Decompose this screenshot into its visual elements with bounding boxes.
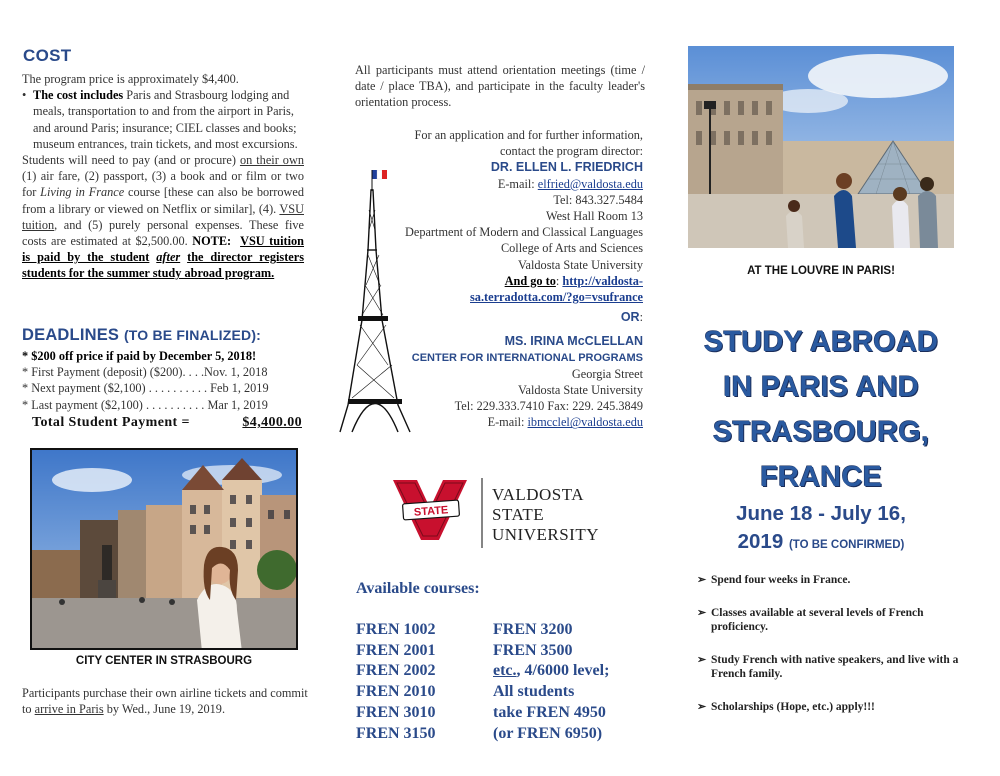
director-room: West Hall Room 13: [545, 209, 643, 224]
deadline-row: * First Payment (deposit) ($200). . . .Nov. 1, 2018: [22, 365, 268, 380]
vsu-logo: [393, 474, 613, 550]
students-text-2: (1) air fare, (2) passport, (3) a book and or film or two for: [22, 169, 304, 200]
university: Valdosta State University: [518, 257, 643, 272]
cost-heading: COST: [23, 46, 72, 65]
note-after: after: [156, 250, 181, 265]
logo-line-2: STATE: [492, 505, 545, 524]
university-2: Valdosta State University: [518, 383, 643, 398]
program-url-link-cont[interactable]: sa.terradotta.com/?go=vsufrance: [470, 290, 643, 305]
course-row: FREN 2001 FREN 3500: [356, 641, 573, 659]
program-url-link[interactable]: http://valdosta-: [562, 273, 643, 288]
airline-paragraph: Participants purchase their own airline tickets and commit to arrive in Paris by Wed., June 19, 2019.: [22, 686, 308, 717]
highlight-item: ➢ Study French with native speakers, and live with a French family.: [697, 653, 959, 680]
department: Department of Modern and Classical Languages: [404, 225, 643, 240]
highlight-item: ➢ Spend four weeks in France.: [697, 574, 851, 586]
cost-includes-bullet: [22, 87, 304, 152]
orientation-paragraph: All participants must attend orientation meetings (time / date / place TBA), and participate in the faculty leader's orientation process.: [355, 63, 645, 110]
highlight-item: ➢ Classes available at several levels of French proficiency.: [697, 606, 924, 633]
courses-table: [356, 620, 656, 744]
director-email-row: E-mail: elfried@valdosta.edu: [497, 176, 643, 191]
cost-section: [22, 71, 304, 282]
course-row: FREN 3010 take FREN 4950: [356, 703, 606, 721]
tel-fax: Tel: 229.333.7410 Fax: 229. 245.3849: [454, 399, 643, 414]
contact-intro: For an application and for further information,: [414, 128, 643, 142]
highlights-list: [697, 573, 977, 732]
main-title: STUDY ABROAD IN PARIS AND STRASBOURG, FRANCE: [703, 326, 939, 493]
center-name: CENTER FOR INTERNATIONAL PROGRAMS: [411, 351, 643, 364]
cost-includes-text: Paris and Strasbourg lodging and meals, transportation to and from the airport in Paris, and around Paris; insurance; CIEL classes and books; museum entrances, train tickets, and most excursions.: [33, 88, 298, 151]
strasbourg-photo: [30, 448, 298, 650]
director-tel: Tel: 843.327.5484: [553, 192, 643, 207]
on-their-own: on their own: [239, 153, 304, 168]
students-text-1: Students will need to pay (and or procure): [22, 153, 240, 168]
living-in-france-title: Living in France: [40, 185, 125, 200]
arrow-bullet-icon: ➢: [697, 574, 707, 586]
strasbourg-caption: CITY CENTER IN STRASBOURG: [75, 655, 253, 667]
director-name: DR. ELLEN L. FRIEDRICH: [490, 160, 643, 175]
dates-line-1: June 18 - July 16,: [736, 502, 906, 525]
course-row: FREN 1002 FREN 3200: [356, 621, 573, 638]
logo-badge-text: STATE: [413, 504, 449, 519]
students-text-3: course [these can also be borrowed from a library or viewed on Netflix or similar], (4).: [22, 185, 304, 216]
logo-line-1: VALDOSTA: [492, 485, 585, 504]
arrow-bullet-icon: ➢: [697, 700, 707, 713]
eiffel-tower-icon: [338, 170, 412, 438]
contact-intro: contact the program director:: [499, 144, 643, 159]
price-line: The program price is approximately $4,400.: [22, 72, 239, 86]
director-email-link[interactable]: elfried@valdosta.edu: [537, 176, 643, 191]
deadlines-list: [22, 348, 304, 413]
or-row: OR:: [620, 310, 643, 325]
goto-row: And go to: http://valdosta-: [504, 273, 643, 288]
total-label: Total Student Payment =: [32, 415, 190, 430]
second-contact-name: MS. IRINA McCLELLAN: [504, 334, 643, 349]
deadline-row: * Next payment ($2,100) . . . . . . . . . . Feb 1, 2019: [22, 381, 269, 396]
note-text-2: the director registers students for the summer study abroad program.: [22, 250, 305, 281]
deadlines-heading: DEADLINES (TO BE FINALIZED):: [22, 326, 262, 344]
deadline-discount: * $200 off price if paid by December 5, 2018!: [22, 349, 257, 363]
cost-includes-label: The cost includes: [33, 88, 124, 103]
to-be-confirmed: (TO BE CONFIRMED): [788, 539, 905, 551]
louvre-caption: AT THE LOUVRE IN PARIS!: [747, 265, 895, 277]
note-label: NOTE:: [192, 234, 232, 249]
program-dates: [688, 500, 954, 559]
bullet-icon: •: [22, 88, 27, 103]
course-row: FREN 2010 All students: [356, 683, 575, 701]
arrow-bullet-icon: ➢: [697, 606, 707, 619]
arrow-bullet-icon: ➢: [697, 653, 707, 666]
street: Georgia Street: [571, 366, 643, 381]
students-text-4: , and (5) purely personal expenses. These five costs are estimated at $2,500.00.: [22, 217, 304, 249]
second-email-link[interactable]: ibmcclel@valdosta.edu: [527, 415, 643, 430]
total-value: $4,400.00: [242, 415, 302, 430]
total-payment-row: [32, 415, 302, 431]
course-row: FREN 3150 (or FREN 6950): [356, 724, 603, 742]
college: College of Arts and Sciences: [500, 241, 643, 256]
note-text-1: VSU tuition is paid by the student: [22, 234, 304, 265]
deadline-row: * Last payment ($2,100) . . . . . . . . . . Mar 1, 2019: [22, 397, 268, 412]
highlight-item: ➢ Scholarships (Hope, etc.) apply!!!: [697, 700, 875, 713]
vsu-tuition: VSU tuition: [22, 201, 304, 232]
courses-heading: Available courses:: [356, 580, 480, 597]
logo-line-3: UNIVERSITY: [492, 525, 599, 544]
second-email-row: E-mail: ibmcclel@valdosta.edu: [487, 415, 643, 430]
course-row: FREN 2002 etc., 4/6000 level;: [356, 662, 610, 680]
louvre-photo: [688, 46, 954, 248]
dates-line-2: 2019 (TO BE CONFIRMED): [737, 530, 905, 553]
student-costs-paragraph: [22, 152, 304, 282]
